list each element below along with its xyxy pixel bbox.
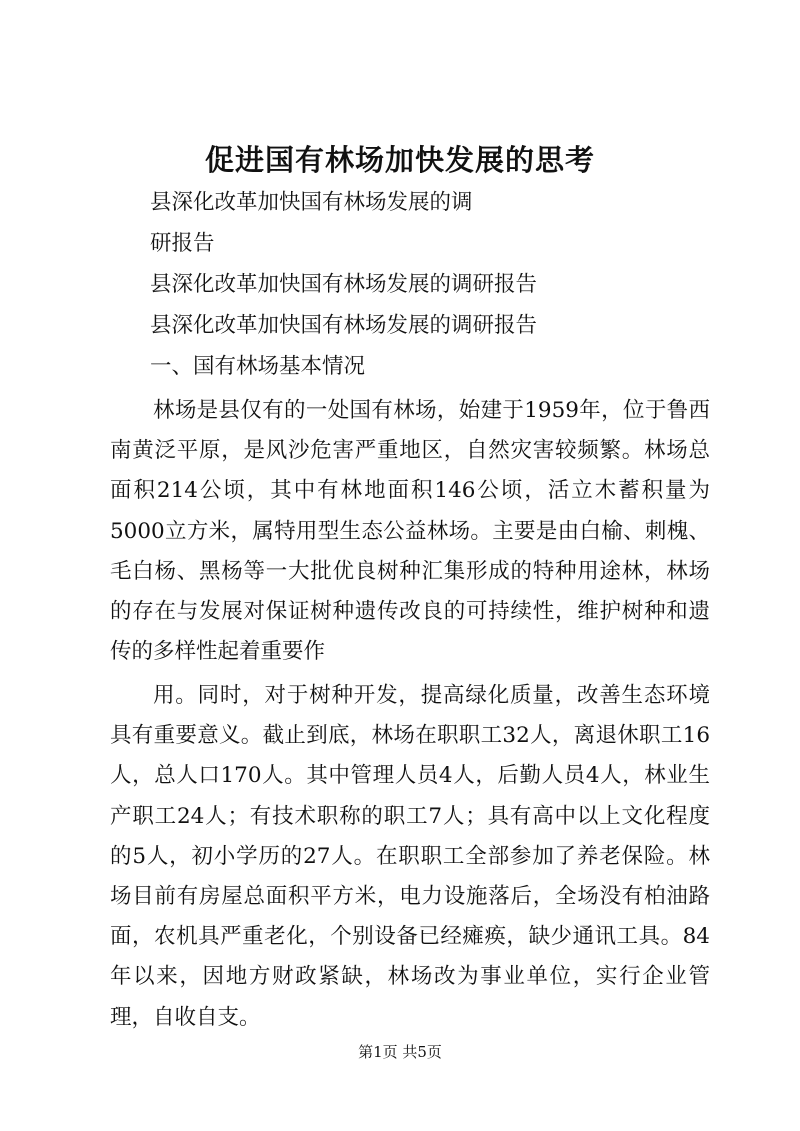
section-heading: 一、国有林场基本情况 [150, 354, 366, 379]
page-footer: 第1页 共5页 [358, 1043, 442, 1061]
body-paragraph-2: 用。同时，对于树种开发，提高绿化质量，改善生态环境具有重要意义。截止到底，林场在职职工32人，离退休职工16人，总人口170人。其中管理人员4人，后勤人员4人，林业生产职工24人；有技术职称的职工7人；具有高中以上文化程度的5人，初小学历的27人。在职职工全部参加了养老保险。林场目前有房屋总面积平方米，电力设施落后，全场没有柏油路面，农机具严重老化，个别设备已经瘫痪，缺少通讯工具。84年以来，因地方财政紧缺，林场改为事业单位，实行企业管理，自收自支。 [110, 683, 710, 1030]
body-paragraph-1: 林场是县仅有的一处国有林场，始建于1959年，位于鲁西南黄泛平原，是风沙危害严重地区，自然灾害较频繁。林场总面积214公顷，其中有林地面积146公顷，活立木蓄积量为5000立方米，属特用型生态公益林场。主要是由白榆、刺槐、毛白杨、黑杨等一大批优良树种汇集形成的特种用途林，林场的存在与发展对保证树种遗传改良的可持续性，维护树种和遗传的多样性起着重要作 [110, 398, 710, 665]
repeated-heading-1: 县深化改革加快国有林场发展的调研报告 [150, 272, 538, 297]
subtitle-line-2: 研报告 [150, 231, 215, 256]
repeated-heading-2: 县深化改革加快国有林场发展的调研报告 [150, 313, 538, 338]
document-title: 促进国有林场加快发展的思考 [204, 143, 595, 177]
subtitle-line-1: 县深化改革加快国有林场发展的调 [150, 190, 473, 215]
